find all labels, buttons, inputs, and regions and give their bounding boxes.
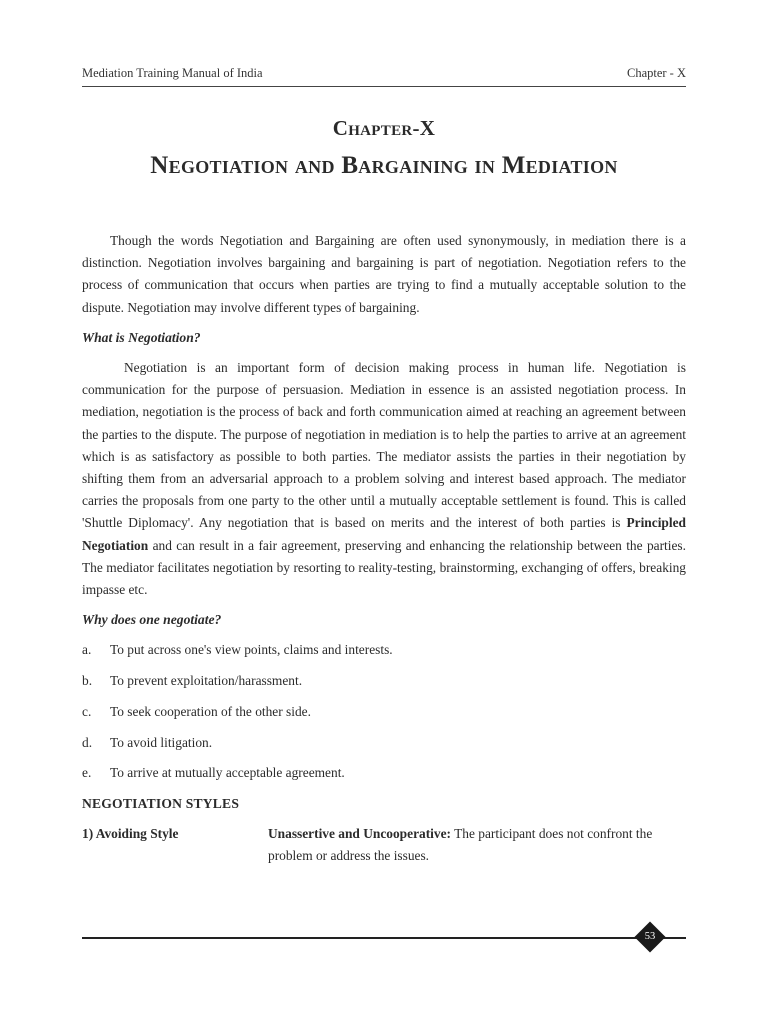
section-heading-why-negotiate: Why does one negotiate? — [82, 612, 222, 628]
list-item-text: To arrive at mutually acceptable agreement. — [110, 765, 345, 781]
negotiation-text-part1: Negotiation is an important form of decision making process in human life. Negotiation is communication for the purpose of persuasion. Mediation in essence is an assisted negotiation process. In mediation, negotiation is the process of back and forth communication aimed at reaching an agreement between the parties to the dispute. The purpose of negotiation in mediation is to help the parties to arrive at an agreement which is as satisfactory as possible to both parties. The mediator assists the parties in their negotiation by shifting them from an adversarial approach to a problem solving and interest based approach. The mediator carries the proposals from one party to the other until a mutually acceptable settlement is found. This is called 'Shuttle Diplomacy'. Any negotiation that is based on merits and the interest of both parties is — [82, 360, 686, 531]
negotiation-styles-heading: NEGOTIATION STYLES — [82, 795, 240, 811]
chapter-title: Negotiation and Bargaining in Mediation — [150, 152, 618, 179]
list-item — [82, 701, 686, 723]
page-body — [82, 230, 686, 868]
header-divider — [82, 86, 686, 87]
list-marker: b. — [82, 673, 93, 689]
list-item — [82, 762, 686, 784]
style-label: Unassertive and Uncooperative: — [268, 826, 451, 842]
list-item-text: To avoid litigation. — [110, 734, 213, 750]
list-marker: d. — [82, 734, 93, 750]
intro-paragraph: Though the words Negotiation and Bargaining are often used synonymously, in mediation there is a distinction. Negotiation involves bargaining and bargaining is part of negotiation. Negotiation refers to the process of communication that occurs when parties are trying to find a mutually acceptable solution to the dispute. Negotiation may involve different types of bargaining. — [82, 233, 686, 315]
list-item — [82, 732, 686, 754]
style-text: The participant does not confront the problem or address the issues. — [268, 826, 653, 864]
header-book-title: Mediation Training Manual of India — [82, 66, 263, 80]
list-marker: c. — [82, 703, 92, 719]
page-number: 53 — [644, 931, 656, 942]
style-description — [268, 823, 686, 867]
list-item-text: To put across one's view points, claims and interests. — [110, 642, 393, 658]
list-item-text: To prevent exploitation/harassment. — [110, 673, 303, 689]
footer-divider — [82, 937, 686, 939]
negotiation-text-part2: and can result in a fair agreement, preserving and enhancing the relationship between the parties. The mediator facilitates negotiation by resorting to reality-testing, brainstorming, exchanging of offers, breaking impasse etc. — [82, 537, 686, 598]
list-item-text: To seek cooperation of the other side. — [110, 703, 311, 719]
list-marker: e. — [82, 765, 92, 781]
section-heading-what-is-negotiation: What is Negotiation? — [82, 329, 201, 345]
list-item — [82, 639, 686, 661]
running-header — [82, 66, 686, 81]
chapter-label: Chapter-X — [332, 116, 436, 140]
reasons-list — [82, 639, 686, 784]
style-row-avoiding — [82, 823, 686, 867]
principled-negotiation-term: Principled Negotiation — [82, 515, 686, 553]
list-marker: a. — [82, 642, 92, 658]
header-chapter: Chapter - X — [626, 66, 686, 80]
style-name: 1) Avoiding Style — [82, 826, 179, 842]
list-item — [82, 670, 686, 692]
page-number-badge — [634, 921, 666, 953]
negotiation-paragraph — [82, 357, 686, 601]
